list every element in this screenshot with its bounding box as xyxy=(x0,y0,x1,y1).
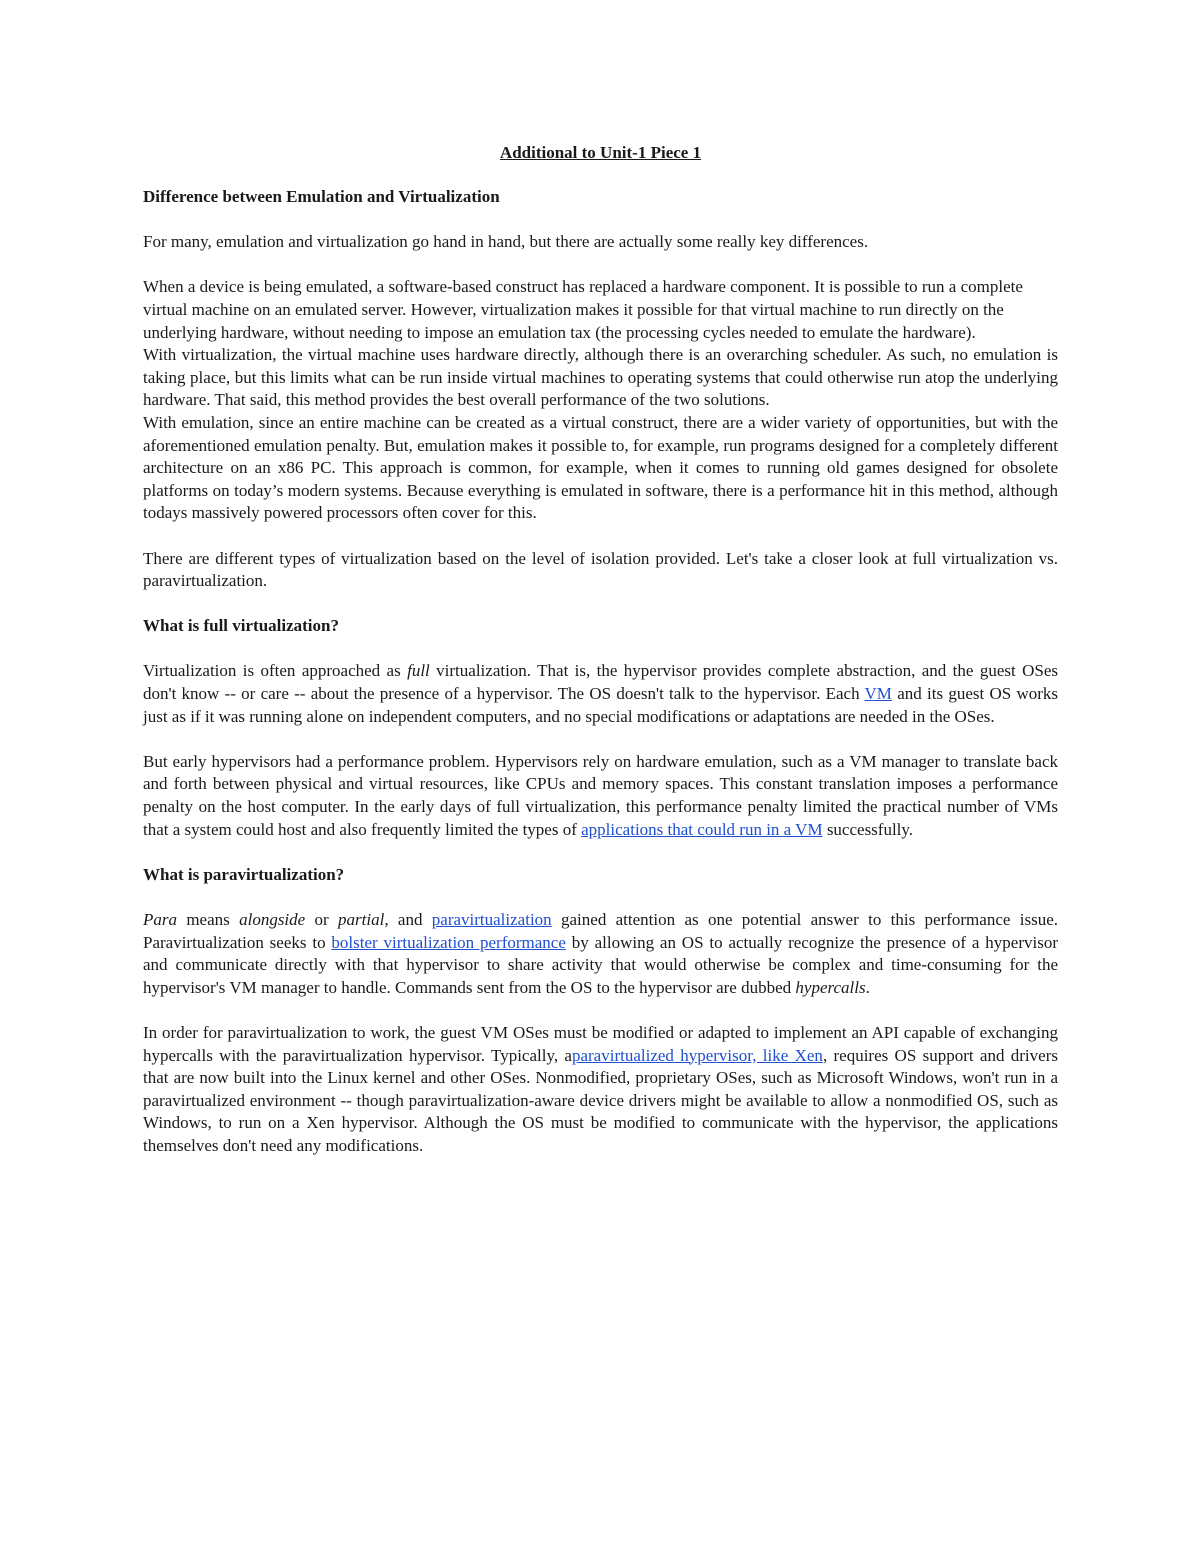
applications-vm-link[interactable]: applications that could run in a VM xyxy=(581,819,823,839)
heading-paravirtualization: What is paravirtualization? xyxy=(143,864,345,884)
document-page xyxy=(143,140,1058,1158)
heading-full-virtualization: What is full virtualization? xyxy=(143,616,339,636)
para-emphasis: Para xyxy=(143,910,177,929)
vm-link[interactable]: VM xyxy=(864,684,892,704)
xen-hypervisor-link[interactable]: paravirtualized hypervisor, like Xen xyxy=(571,1045,823,1065)
full-emphasis: full xyxy=(407,661,430,681)
emulation-detail-paragraph: With emulation, since an entire machine can be created as a virtual construct, there are a wider variety of opportunities, but with the aforementioned emulation penalty. But, emulation makes it possible to, for example, run programs designed for a completely different architecture on an x86 PC. This approach is common, for example, when it comes to running old games designed for obsolete platforms on today’s modern systems. Because everything is emulated in software, there is a performance hit in this method, although todays massively powered processors often cover for this. xyxy=(143,412,1058,523)
paravirtualization-requirements-paragraph: In order for paravirtualization to work, the guest VM OSes must be modified or adapted to implement an API capable of exchanging hypercalls with the paravirtualization hypervisor. Typically, aparavirtualized hypervisor, like Xen, requires OS support and drivers that are now built into the Linux kernel and other OSes. Nonmodified, proprietary OSes, such as Microsoft Windows, won't run in a paravirtualized environment -- though paravirtualization-aware device drivers might be available to allow a nonmodified OS, such as Windows, to run on a Xen hypervisor. Although the OS must be modified to communicate with the hypervisor, the applications themselves don't need any modifications. xyxy=(143,1022,1058,1155)
heading-emulation-vs-virtualization: Difference between Emulation and Virtualization xyxy=(143,187,500,206)
alongside-emphasis: alongside xyxy=(239,910,306,929)
full-virtualization-paragraph: Virtualization is often approached as full virtualization. That is, the hypervisor provides complete abstraction, and the guest OSes don't know -- or care -- about the presence of a hypervisor. The OS doesn't talk to the hypervisor. Each VM and its guest OS works just as if it was running alone on independent computers, and no special modifications or adaptations are needed in the OSes. xyxy=(143,661,1059,726)
bolster-performance-link[interactable]: bolster virtualization performance xyxy=(331,932,566,952)
paravirtualization-link[interactable]: paravirtualization xyxy=(431,910,552,929)
hypercalls-emphasis: hypercalls xyxy=(795,977,866,997)
paravirtualization-paragraph: Para means alongside or partial, and paravirtualization gained attention as one potential answer to this performance issue. Paravirtualization seeks to bolster virtualization performance by allowing an OS to actually recognize the presence of a hypervisor and communicate directly with that hypervisor to share activity that would otherwise be complex and time-consuming for the hypervisor's VM manager to handle. Commands sent from the OS to the hypervisor are dubbed hypercalls. xyxy=(143,910,1059,997)
document-title: Additional to Unit-1 Piece 1 xyxy=(499,143,702,162)
intro-paragraph: For many, emulation and virtualization go hand in hand, but there are actually some really key differences. xyxy=(143,232,869,252)
partial-emphasis: partial xyxy=(338,910,385,929)
emulation-paragraph: When a device is being emulated, a software-based construct has replaced a hardware component. It is possible to run a complete virtual machine on an emulated server. However, virtualization makes it possible for that virtual machine to run directly on the underlying hardware, without needing to impose an emulation tax (the processing cycles needed to emulate the hardware). xyxy=(143,277,1023,342)
types-paragraph: There are different types of virtualization based on the level of isolation provided. Let's take a closer look at full virtualization vs. paravirtualization. xyxy=(143,548,1058,591)
early-hypervisors-paragraph: But early hypervisors had a performance problem. Hypervisors rely on hardware emulation, such as a VM manager to translate back and forth between physical and virtual resources, like CPUs and memory spaces. This constant translation imposes a performance penalty on the host computer. In the early days of full virtualization, this performance penalty limited the practical number of VMs that a system could host and also frequently limited the types of applications that could run in a VM successfully. xyxy=(143,751,1058,839)
virtualization-paragraph: With virtualization, the virtual machine uses hardware directly, although there is an overarching scheduler. As such, no emulation is taking place, but this limits what can be run inside virtual machines to operating systems that could otherwise run atop the underlying hardware. That said, this method provides the best overall performance of the two solutions. xyxy=(143,345,1058,410)
